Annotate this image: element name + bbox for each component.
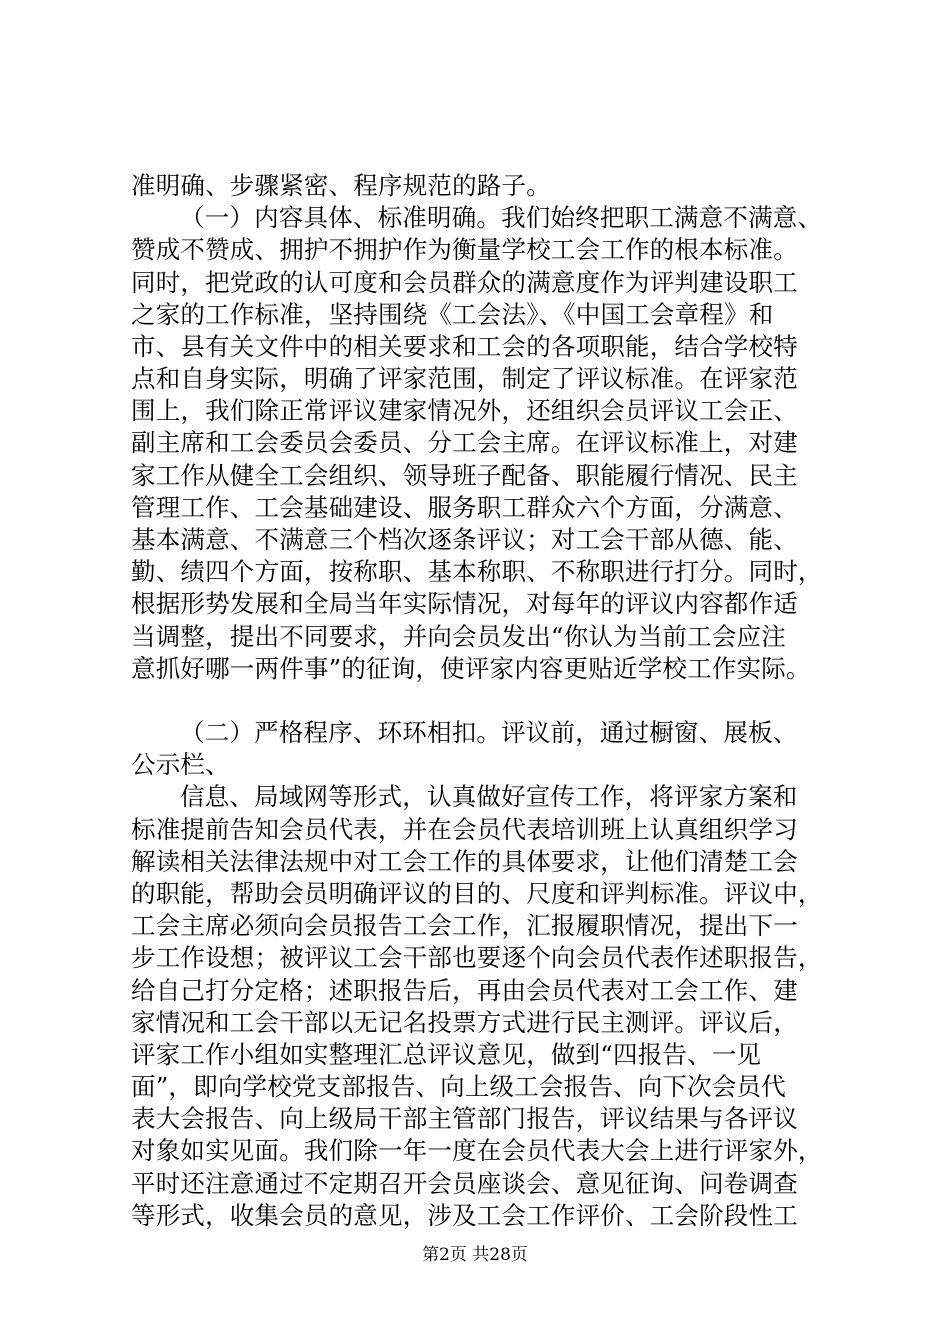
- text-line: 平时还注意通过不定期召开会员座谈会、意见征询、问卷调查: [131, 1169, 798, 1198]
- text-line: 之家的工作标准，坚持围绕《工会法》、《中国工会章程》和: [131, 300, 774, 329]
- text-line: 等形式，收集会员的意见，涉及工会工作评价、工会阶段性工: [131, 1201, 798, 1230]
- text-line: 家情况和工会干部以无记名投票方式进行民主测评。评议后，: [131, 1008, 798, 1037]
- page-number-footer: 第2页 共28页: [422, 1245, 528, 1265]
- text-line: 根据形势发展和全局当年实际情况，对每年的评议内容都作适: [131, 589, 798, 618]
- text-line: 工会主席必须向会员报告工会工作，汇报履职情况，提出下一: [131, 911, 798, 940]
- text-line: 意抓好哪一两件事”的征询，使评家内容更贴近学校工作实际。: [131, 654, 811, 683]
- text-line: 围上，我们除正常评议建家情况外，还组织会员评议工会正、: [131, 396, 798, 425]
- text-line: （二）严格程序、环环相扣。评议前，通过橱窗、展板、: [180, 718, 798, 747]
- text-line: 信息、局域网等形式，认真做好宣传工作，将评家方案和: [180, 782, 798, 811]
- text-line: 勤、绩四个方面，按称职、基本称职、不称职进行打分。同时，: [131, 557, 823, 586]
- text-line: 解读相关法律法规中对工会工作的具体要求，让他们清楚工会: [131, 847, 798, 876]
- text-line: 的职能，帮助会员明确评议的目的、尺度和评判标准。评议中，: [131, 879, 823, 908]
- text-line: 当调整，提出不同要求，并向会员发出“你认为当前工会应注: [131, 622, 786, 651]
- text-line: 面”，即向学校党支部报告、向上级工会报告、向下次会员代: [131, 1072, 786, 1101]
- text-line: 公示栏、: [131, 750, 230, 779]
- text-line: 标准提前告知会员代表，并在会员代表培训班上认真组织学习: [131, 815, 798, 844]
- text-line: 同时，把党政的认可度和会员群众的满意度作为评判建设职工: [131, 268, 798, 297]
- text-line: 管理工作、工会基础建设、服务职工群众六个方面，分满意、: [131, 493, 798, 522]
- text-line: 副主席和工会委员会委员、分工会主席。在评议标准上，对建: [131, 428, 798, 457]
- text-line: 步工作设想；被评议工会干部也要逐个向会员代表作述职报告，: [131, 943, 823, 972]
- text-line: 赞成不赞成、拥护不拥护作为衡量学校工会工作的根本标准。: [131, 235, 798, 264]
- text-line: 基本满意、不满意三个档次逐条评议；对工会干部从德、能、: [131, 525, 798, 554]
- text-line: 表大会报告、向上级局干部主管部门报告，评议结果与各评议: [131, 1104, 798, 1133]
- text-line: 市、县有关文件中的相关要求和工会的各项职能，结合学校特: [131, 332, 798, 361]
- text-line: 点和自身实际，明确了评家范围，制定了评议标准。在评家范: [131, 364, 798, 393]
- text-line: 家工作从健全工会组织、领导班子配备、职能履行情况、民主: [131, 461, 798, 490]
- text-line: 准明确、步骤紧密、程序规范的路子。: [131, 171, 551, 200]
- text-line: （一）内容具体、标准明确。我们始终把职工满意不满意、: [180, 203, 823, 232]
- text-line: 评家工作小组如实整理汇总评议意见，做到“四报告、一见: [131, 1040, 762, 1069]
- text-line: 对象如实见面。我们除一年一度在会员代表大会上进行评家外，: [131, 1136, 823, 1165]
- text-line: 给自己打分定格；述职报告后，再由会员代表对工会工作、建: [131, 976, 798, 1005]
